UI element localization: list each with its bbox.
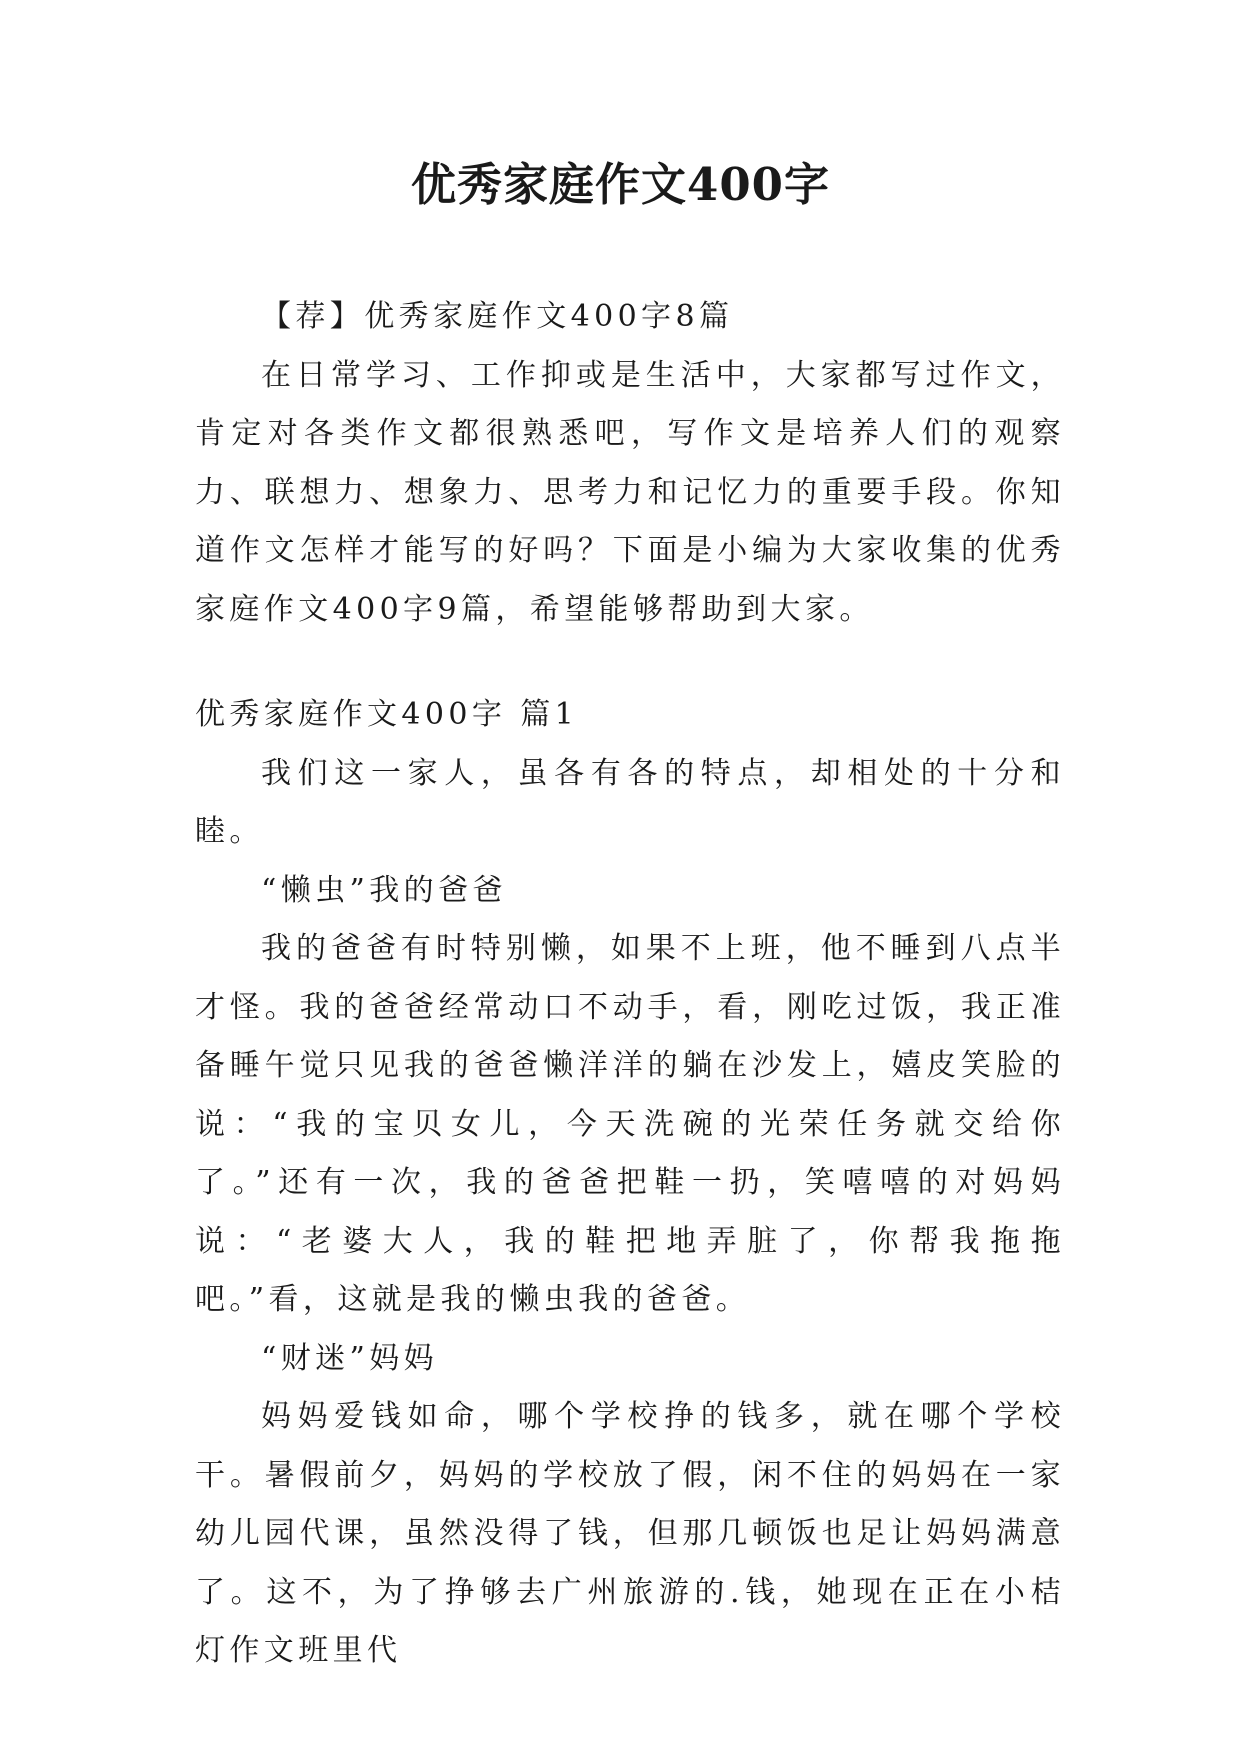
dad-paragraph: 我的爸爸有时特别懒，如果不上班，他不睡到八点半才怪。我的爸爸经常动口不动手，看，刚吃过饭，我正准备睡午觉只见我的爸爸懒洋洋的躺在沙发上，嬉皮笑脸的说：“我的宝贝女儿，今天洗碗的光荣任务就交给你了。”还有一次，我的爸爸把鞋一扔，笑嘻嘻的对妈妈说：“老婆大人，我的鞋把地弄脏了，你帮我拖拖吧。”看，这就是我的懒虫我的爸爸。 [195,931,1065,1317]
section-heading: 优秀家庭作文400字 篇1 [195,697,579,732]
mom-paragraph: 妈妈爱钱如命，哪个学校挣的钱多，就在哪个学校干。暑假前夕，妈妈的学校放了假，闲不住的妈妈在一家幼儿园代课，虽然没得了钱，但那几顿饭也足让妈妈满意了。这不，为了挣够去广州旅游的.钱，她现在正在小桔灯作文班里代 [195,1399,1065,1668]
document-body [195,288,1065,1681]
subheading-mom: “财迷”妈妈 [261,1340,439,1376]
document-title: 优秀家庭作文400字 [411,158,830,211]
recommend-line: 【荐】优秀家庭作文400字8篇 [261,299,734,334]
subheading-dad: “懒虫”我的爸爸 [261,872,507,908]
intro-paragraph: 在日常学习、工作抑或是生活中，大家都写过作文，肯定对各类作文都很熟悉吧，写作文是培养人们的观察力、联想力、想象力、思考力和记忆力的重要手段。你知道作文怎样才能写的好吗？下面是小编为大家收集的优秀家庭作文400字9篇，希望能够帮助到大家。 [195,357,1065,627]
family-intro-paragraph: 我们这一家人，虽各有各的特点，却相处的十分和睦。 [195,755,1065,849]
